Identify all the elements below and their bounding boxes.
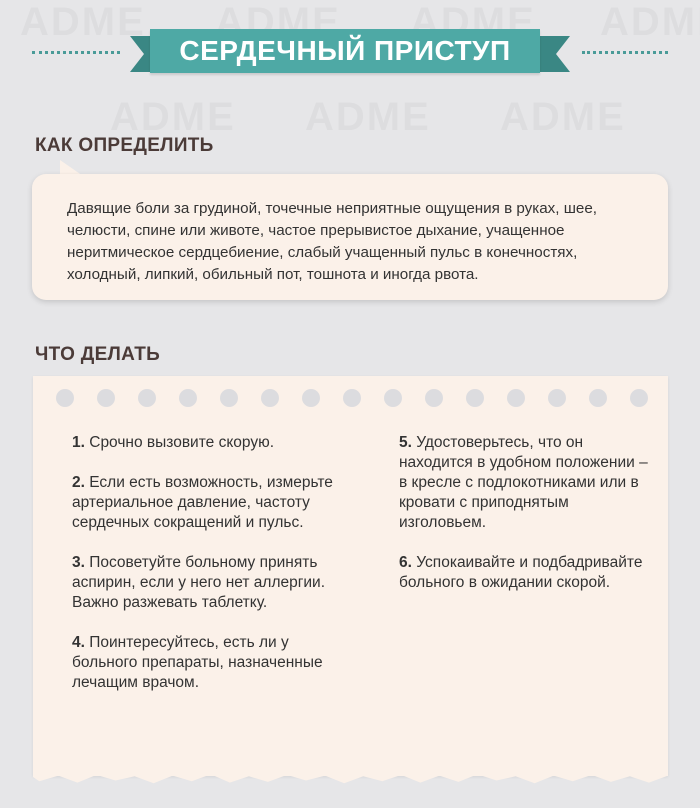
notepad-hole: [425, 389, 443, 407]
list-item: [72, 553, 352, 613]
step-number: 4.: [72, 634, 85, 651]
notepad-hole: [138, 389, 156, 407]
notepad-hole: [302, 389, 320, 407]
symptoms-card: [32, 174, 668, 300]
notepad-torn-edge: [33, 770, 668, 784]
notepad-hole: [220, 389, 238, 407]
watermark: [600, 0, 700, 45]
divider-right: [582, 51, 668, 54]
step-text: Удостоверьтесь, что он находится в удобном положении – в кресле с подлокотниками или в кровати с приподнятым изголовьем.: [399, 434, 648, 531]
notepad-hole: [589, 389, 607, 407]
watermark: [500, 95, 626, 140]
step-number: 1.: [72, 434, 85, 451]
notepad-hole: [466, 389, 484, 407]
notepad-hole: [261, 389, 279, 407]
step-text: Если есть возможность, измерьте артериальное давление, частоту сердечных сокращений и пульс.: [72, 474, 333, 531]
step-text: Посоветуйте больному принять аспирин, если у него нет аллергии. Важно разжевать таблетку.: [72, 554, 326, 611]
list-item: [399, 553, 649, 593]
step-number: 2.: [72, 474, 85, 491]
watermark: [110, 95, 236, 140]
step-number: 6.: [399, 554, 412, 571]
step-number: 3.: [72, 554, 85, 571]
notepad-hole: [343, 389, 361, 407]
divider-left: [32, 51, 120, 54]
step-text: Срочно вызовите скорую.: [84, 434, 275, 451]
actions-column-right: [399, 433, 649, 613]
list-item: [72, 433, 352, 453]
identify-heading: КАК ОПРЕДЕЛИТЬ: [35, 135, 214, 156]
actions-column-left: [72, 433, 352, 713]
list-item: [72, 633, 352, 693]
step-text: Успокаивайте и подбадривайте больного в ожидании скорой.: [399, 554, 643, 591]
notepad-hole: [179, 389, 197, 407]
notepad-hole: [97, 389, 115, 407]
notepad-hole: [384, 389, 402, 407]
notepad-hole: [548, 389, 566, 407]
list-item: [72, 473, 352, 533]
watermark: [20, 0, 146, 45]
actions-heading: ЧТО ДЕЛАТЬ: [35, 344, 161, 365]
list-item: [399, 433, 649, 533]
page-title: СЕРДЕЧНЫЙ ПРИСТУП: [150, 29, 540, 73]
notepad-hole: [507, 389, 525, 407]
step-number: 5.: [399, 434, 412, 451]
watermark: [305, 95, 431, 140]
step-text: Поинтересуйтесь, есть ли у больного препараты, назначенные лечащим врачом.: [72, 634, 323, 691]
notepad-hole: [56, 389, 74, 407]
notepad-hole: [630, 389, 648, 407]
symptoms-text: Давящие боли за грудиной, точечные неприятные ощущения в руках, шее, челюсти, спине или животе, частое прерывистое дыхание, учащенное неритмическое сердцебиение, слабый учащенный пульс в конечностях, холодный, липкий, обильный пот, тошнота и иногда рвота.: [67, 200, 597, 283]
